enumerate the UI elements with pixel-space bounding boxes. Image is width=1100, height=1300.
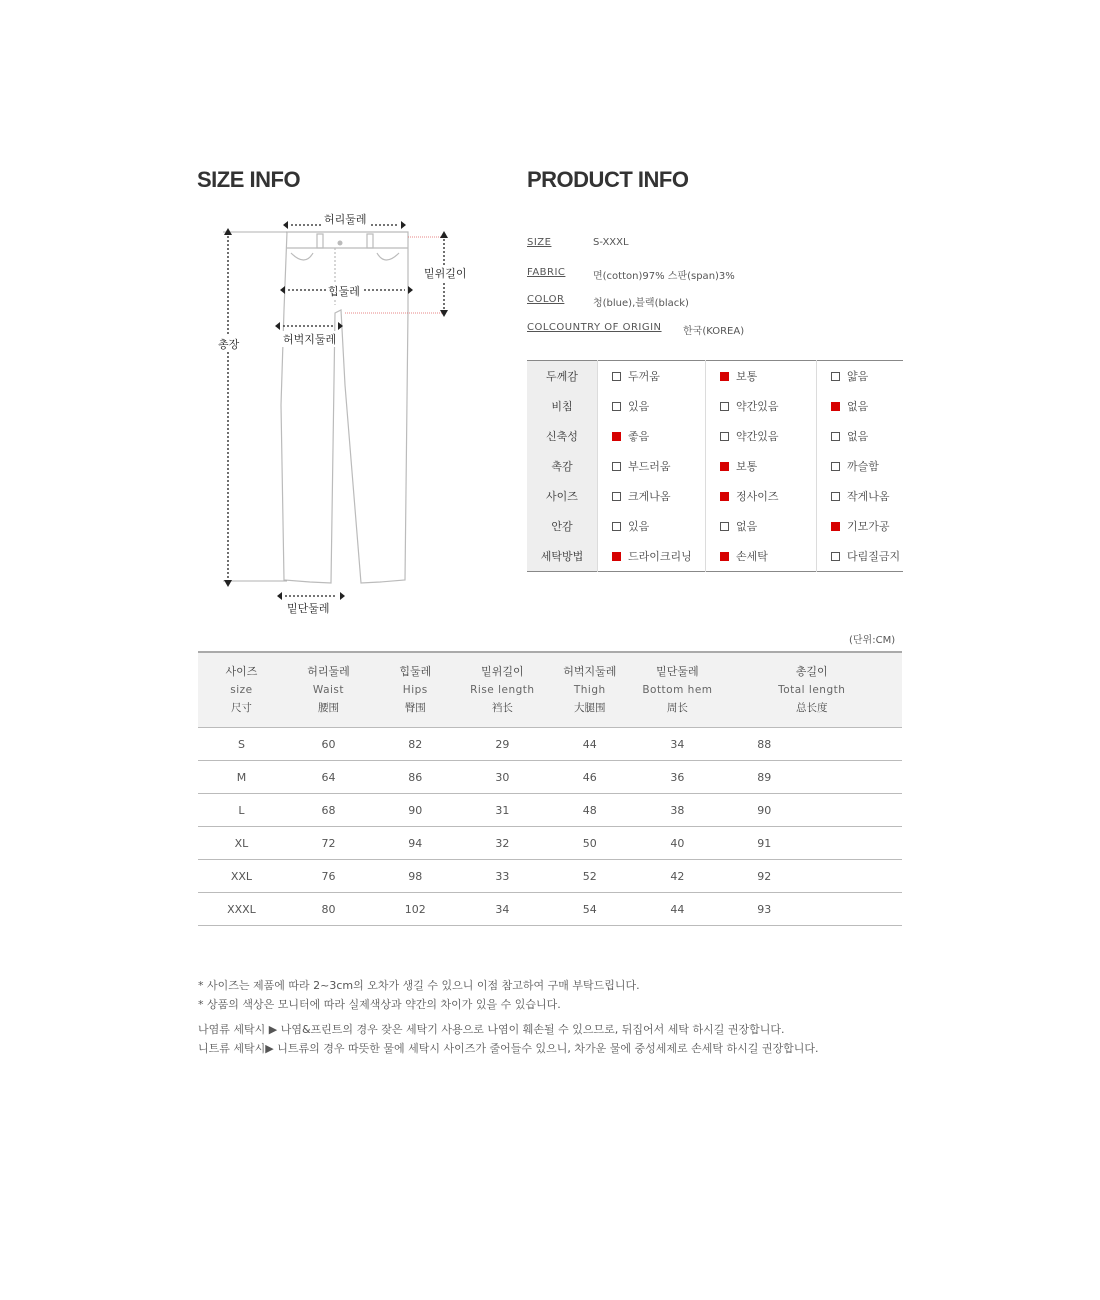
measurement-cell: 64 [285, 761, 372, 794]
unchecked-checkbox-icon [831, 432, 840, 441]
header-zh-label: 裆长 [491, 702, 513, 714]
checked-checkbox-icon [831, 402, 840, 411]
info-key: FABRIC [527, 267, 566, 278]
unchecked-checkbox-icon [612, 522, 621, 531]
property-row [527, 421, 903, 451]
property-option-label: 없음 [847, 430, 869, 443]
header-ko-label: 밑위길이 [481, 665, 524, 678]
checked-checkbox-icon [720, 462, 729, 471]
property-option [598, 391, 706, 421]
measurement-cell: 89 [721, 761, 902, 794]
property-option [706, 511, 817, 541]
header-zh-label: 臀围 [404, 702, 426, 714]
property-row [527, 451, 903, 481]
measurement-cell: 80 [285, 893, 372, 926]
unchecked-checkbox-icon [612, 462, 621, 471]
size-label-cell: L [198, 794, 285, 827]
property-option-label: 기모가공 [847, 520, 890, 533]
info-value: S-XXXL [593, 237, 629, 248]
property-option [817, 481, 904, 511]
hip-label: 힙둘레 [328, 285, 360, 298]
measurement-cell: 90 [721, 794, 902, 827]
header-zh-label: 腰围 [317, 702, 339, 714]
property-option [817, 421, 904, 451]
property-option [706, 391, 817, 421]
measurement-cell: 31 [459, 794, 547, 827]
measurement-cell: 32 [459, 827, 547, 860]
property-option-label: 있음 [628, 520, 650, 533]
header-en-label: Waist [312, 684, 345, 696]
info-value: 청(blue),블랙(black) [593, 298, 689, 309]
unchecked-checkbox-icon [720, 432, 729, 441]
header-en-label: Bottom hem [642, 684, 713, 696]
measurement-cell: 92 [721, 860, 902, 893]
total-length-label: 총장 [218, 338, 240, 351]
header-zh-label: 总长度 [795, 702, 828, 714]
property-option-label: 드라이크리닝 [628, 550, 692, 563]
property-option-label: 작게나옴 [847, 490, 890, 503]
property-option [817, 541, 904, 572]
measurement-cell: 86 [372, 761, 459, 794]
measurement-cell: 98 [372, 860, 459, 893]
property-option-label: 보통 [736, 460, 758, 473]
pants-diagram [195, 205, 485, 625]
measurement-cell: 40 [633, 827, 721, 860]
property-name: 사이즈 [527, 481, 598, 511]
measurement-cell: 33 [459, 860, 547, 893]
size-row [198, 827, 902, 860]
property-name: 신축성 [527, 421, 598, 451]
hem-label: 밑단둘레 [287, 602, 330, 615]
measurement-cell: 82 [372, 728, 459, 761]
unchecked-checkbox-icon [612, 402, 621, 411]
measurement-cell: 30 [459, 761, 547, 794]
measurement-cell: 44 [633, 893, 721, 926]
header-ko-label: 허벅지둘레 [563, 665, 617, 678]
measurement-cell: 94 [372, 827, 459, 860]
property-option-label: 약간있음 [736, 430, 779, 443]
unchecked-checkbox-icon [831, 372, 840, 381]
unchecked-checkbox-icon [831, 462, 840, 471]
property-option [817, 361, 904, 392]
property-option [706, 481, 817, 511]
property-option [706, 451, 817, 481]
size-info-heading: SIZE INFO [197, 167, 301, 192]
info-key: COLOR [527, 294, 565, 305]
measurement-cell: 90 [372, 794, 459, 827]
unchecked-checkbox-icon [720, 402, 729, 411]
unchecked-checkbox-icon [831, 552, 840, 561]
property-name: 비침 [527, 391, 598, 421]
info-value: 면(cotton)97% 스판(span)3% [593, 271, 735, 282]
size-row [198, 893, 902, 926]
size-row [198, 860, 902, 893]
property-option-label: 약간있음 [736, 400, 779, 413]
measurement-cell: 88 [721, 728, 902, 761]
unchecked-checkbox-icon [612, 492, 621, 501]
property-option-label: 있음 [628, 400, 650, 413]
property-row [527, 541, 903, 572]
header-zh-label: 周长 [666, 702, 688, 714]
size-row [198, 728, 902, 761]
header-ko-label: 사이즈 [225, 665, 258, 678]
header-en-label: Total length [778, 684, 846, 696]
header-ko-label: 총길이 [795, 665, 828, 678]
header-en-label: Rise length [470, 684, 535, 696]
size-column-header [198, 652, 285, 728]
property-row [527, 511, 903, 541]
measurement-cell: 38 [633, 794, 721, 827]
property-name: 안감 [527, 511, 598, 541]
measurement-cell: 91 [721, 827, 902, 860]
header-en-label: Thigh [573, 684, 606, 696]
property-row [527, 391, 903, 421]
property-option-label: 없음 [847, 400, 869, 413]
measurement-cell: 50 [546, 827, 633, 860]
property-option [706, 421, 817, 451]
size-column-header [546, 652, 633, 728]
thigh-label: 허벅지둘레 [283, 333, 337, 346]
property-option-label: 얇음 [847, 370, 869, 383]
measurement-cell: 93 [721, 893, 902, 926]
measurement-cell: 60 [285, 728, 372, 761]
unit-label: (단위:CM) [849, 635, 896, 646]
checked-checkbox-icon [612, 432, 621, 441]
size-row [198, 794, 902, 827]
header-ko-label: 허리둘레 [307, 665, 350, 678]
property-option [598, 421, 706, 451]
measurement-cell: 46 [546, 761, 633, 794]
measurement-cell: 52 [546, 860, 633, 893]
note-color: * 상품의 색상은 모니터에 따라 실제색상과 약간의 차이가 있을 수 있습니다. [198, 998, 561, 1011]
measurement-cell: 36 [633, 761, 721, 794]
size-row [198, 761, 902, 794]
unchecked-checkbox-icon [720, 522, 729, 531]
property-option-label: 손세탁 [736, 550, 768, 563]
measurement-cell: 102 [372, 893, 459, 926]
info-key: COLCOUNTRY OF ORIGIN [527, 322, 662, 333]
info-value: 한국(KOREA) [683, 326, 745, 337]
size-label-cell: XXL [198, 860, 285, 893]
property-name: 촉감 [527, 451, 598, 481]
size-column-header [633, 652, 721, 728]
checked-checkbox-icon [612, 552, 621, 561]
size-label-cell: M [198, 761, 285, 794]
size-label-cell: S [198, 728, 285, 761]
property-option-label: 부드러움 [628, 460, 671, 473]
header-zh-label: 尺寸 [230, 702, 252, 714]
property-row [527, 481, 903, 511]
measurement-cell: 54 [546, 893, 633, 926]
property-option-label: 까슬함 [847, 460, 879, 473]
size-label-cell: XL [198, 827, 285, 860]
info-key: SIZE [527, 237, 552, 248]
product-info-heading: PRODUCT INFO [527, 167, 689, 192]
property-option [706, 541, 817, 572]
measurement-cell: 68 [285, 794, 372, 827]
waist-label: 허리둘레 [324, 213, 367, 226]
rise-label: 밑위길이 [424, 267, 467, 280]
measurement-cell: 76 [285, 860, 372, 893]
property-option-label: 정사이즈 [736, 490, 779, 503]
property-option [598, 481, 706, 511]
property-row [527, 361, 903, 392]
checked-checkbox-icon [831, 522, 840, 531]
measurement-cell: 34 [459, 893, 547, 926]
property-option [706, 361, 817, 392]
header-ko-label: 밑단둘레 [656, 665, 699, 678]
header-ko-label: 힙둘레 [399, 665, 432, 678]
property-option-label: 두꺼움 [628, 370, 660, 383]
property-option-label: 없음 [736, 520, 758, 533]
note-print-washing: 나염류 세탁시 ▶ 나염&프린트의 경우 잦은 세탁기 사용으로 나염이 훼손될 수 있으므로, 뒤집어서 세탁 하시길 권장합니다. [198, 1023, 785, 1036]
property-option [598, 451, 706, 481]
unchecked-checkbox-icon [612, 372, 621, 381]
measurement-cell: 44 [546, 728, 633, 761]
measurement-cell: 42 [633, 860, 721, 893]
property-option [598, 511, 706, 541]
checked-checkbox-icon [720, 552, 729, 561]
size-table-header [198, 652, 902, 728]
size-column-header [372, 652, 459, 728]
checked-checkbox-icon [720, 372, 729, 381]
measurement-cell: 48 [546, 794, 633, 827]
property-option [598, 361, 706, 392]
property-option-label: 크게나옴 [628, 490, 671, 503]
header-en-label: Hips [402, 684, 428, 696]
note-knit-washing: 니트류 세탁시▶ 니트류의 경우 따뜻한 물에 세탁시 사이즈가 줄어들수 있으니, 차가운 물에 중성세제로 손세탁 하시길 권장합니다. [198, 1042, 819, 1055]
header-en-label: size [230, 684, 253, 696]
size-column-header [721, 652, 902, 728]
product-properties-table [527, 360, 903, 572]
header-zh-label: 大腿围 [574, 702, 606, 714]
size-column-header [285, 652, 372, 728]
property-option-label: 좋음 [628, 430, 650, 443]
property-name: 세탁방법 [527, 541, 598, 572]
size-table [198, 651, 902, 926]
property-option [817, 451, 904, 481]
note-tolerance: * 사이즈는 제품에 따라 2~3cm의 오차가 생길 수 있으니 이점 참고하여 구매 부탁드립니다. [198, 979, 640, 992]
property-option-label: 다림질금지 [847, 550, 901, 563]
property-option [598, 541, 706, 572]
property-option [817, 391, 904, 421]
measurement-cell: 29 [459, 728, 547, 761]
measurement-cell: 72 [285, 827, 372, 860]
checked-checkbox-icon [720, 492, 729, 501]
property-option [817, 511, 904, 541]
size-label-cell: XXXL [198, 893, 285, 926]
property-name: 두께감 [527, 361, 598, 392]
measurement-cell: 34 [633, 728, 721, 761]
unchecked-checkbox-icon [831, 492, 840, 501]
size-column-header [459, 652, 547, 728]
property-option-label: 보통 [736, 370, 758, 383]
